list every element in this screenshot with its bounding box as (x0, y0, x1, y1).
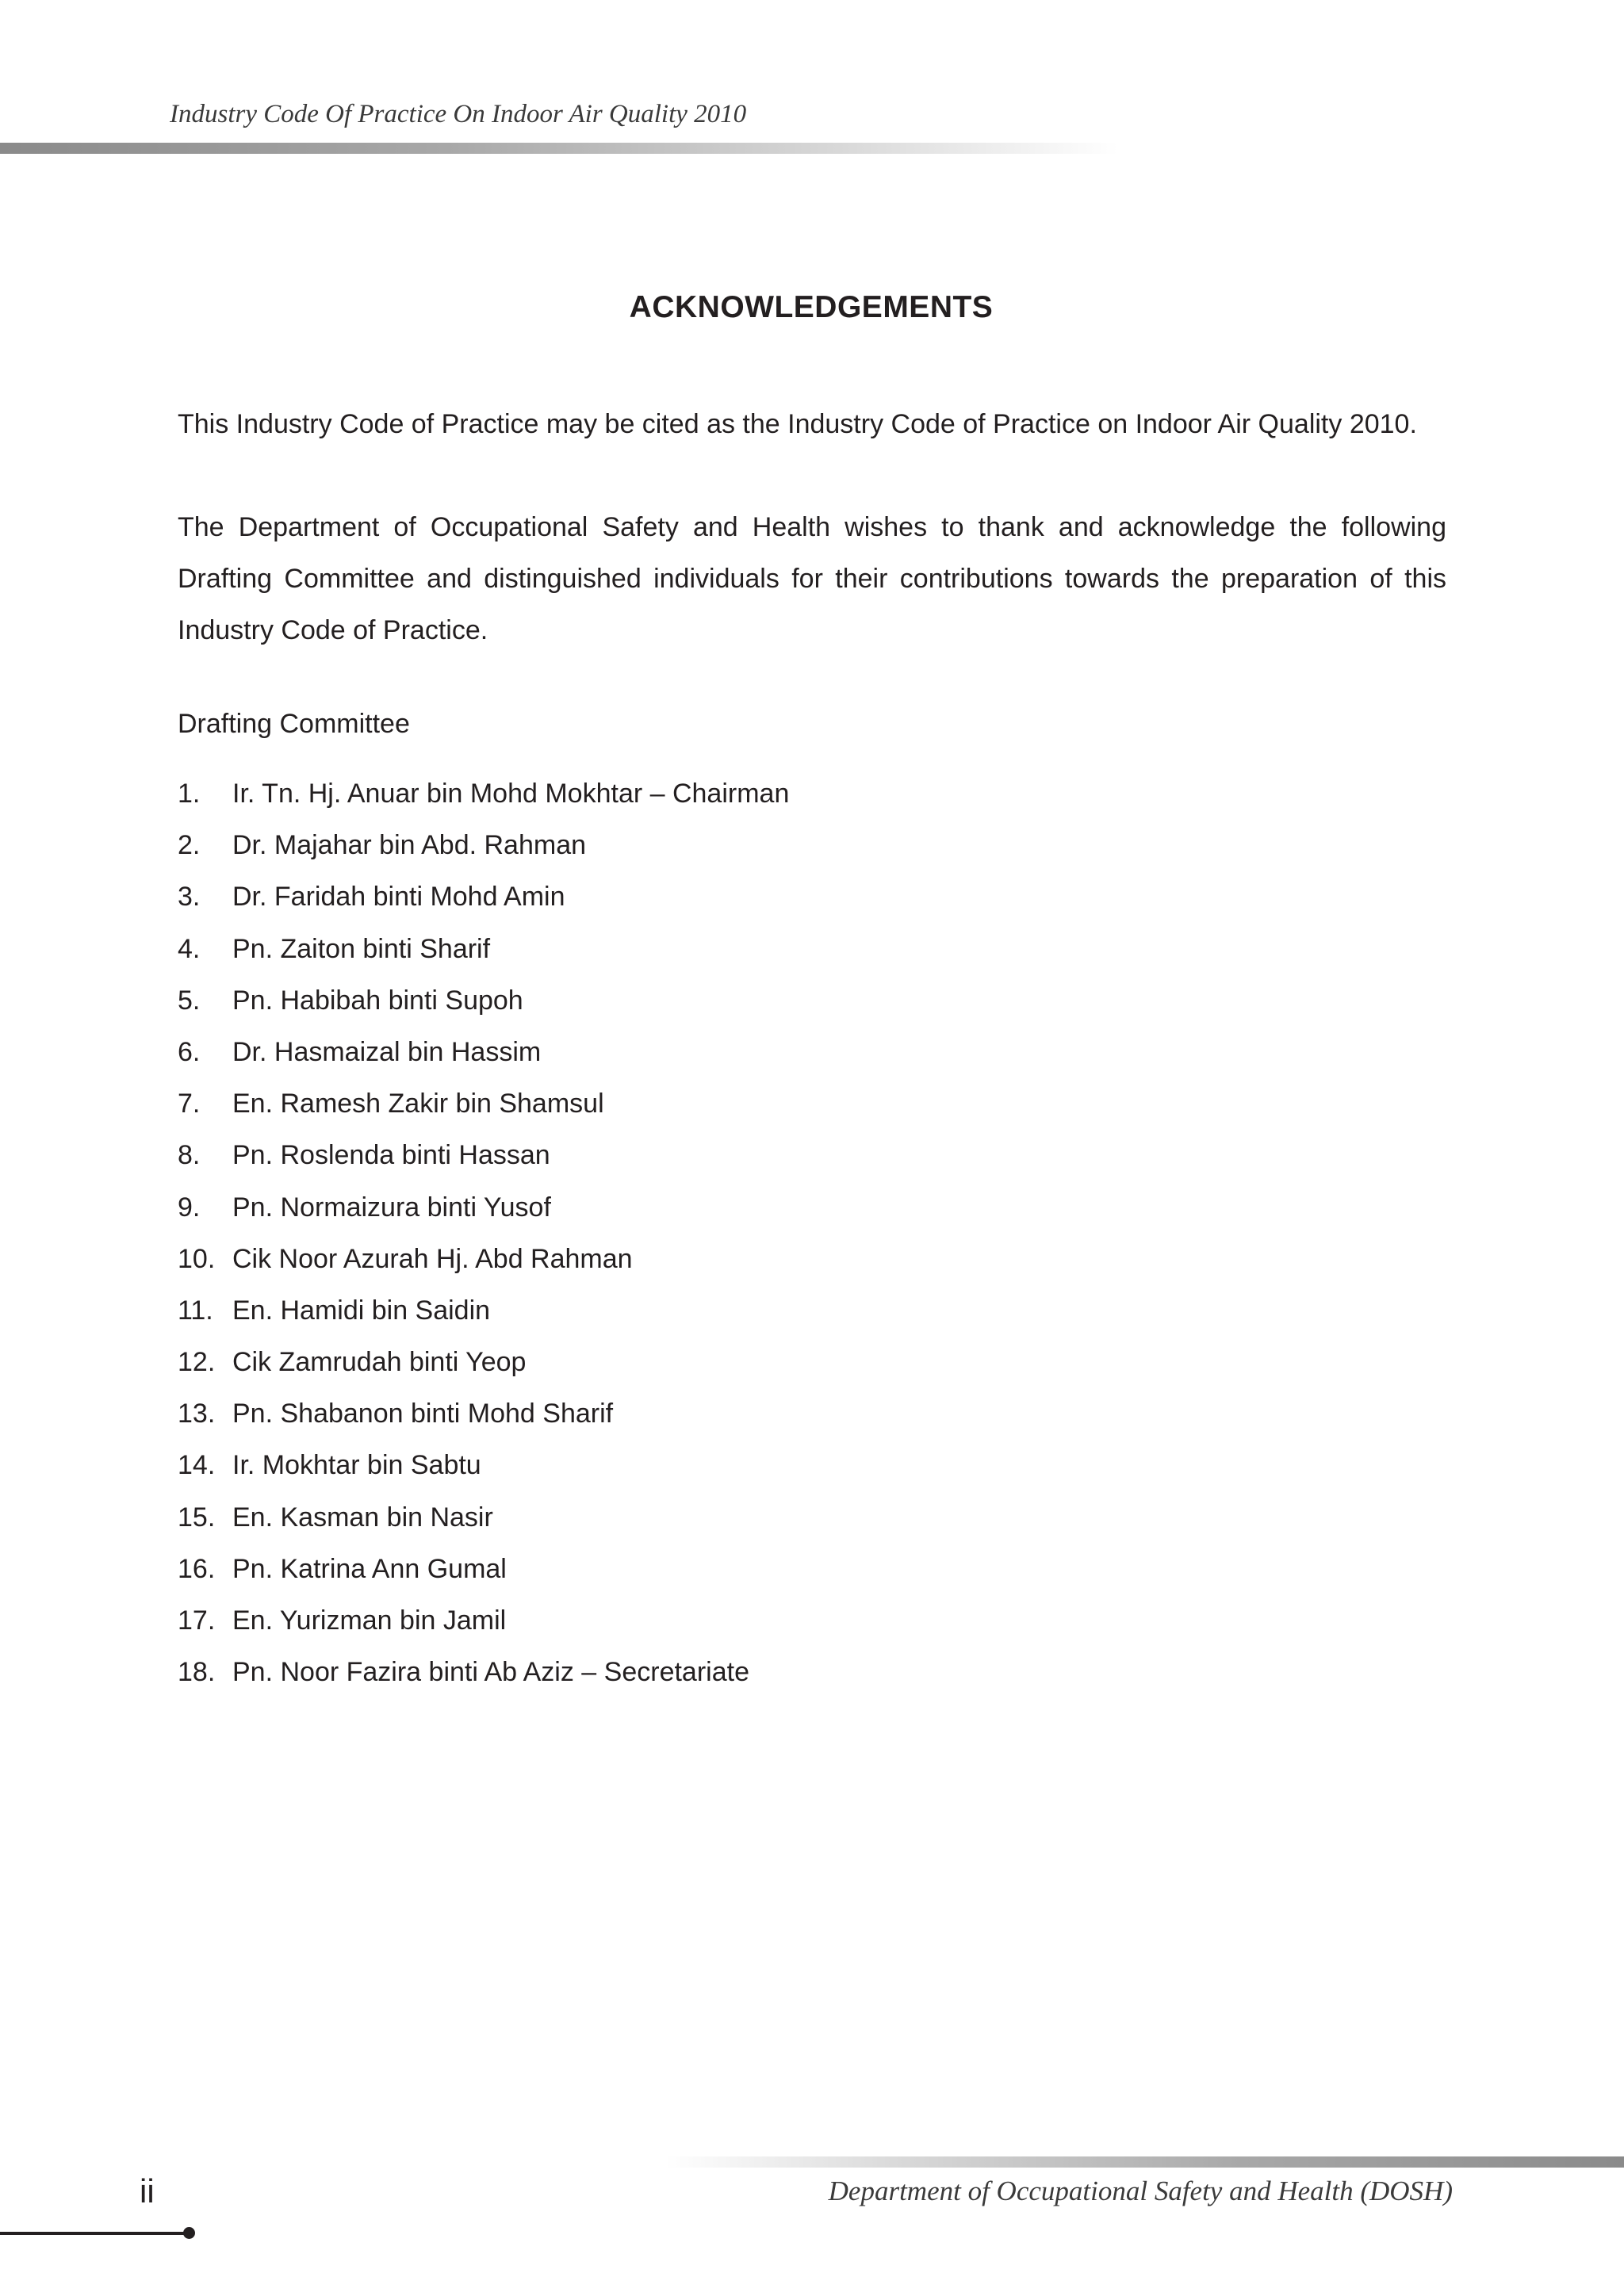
corner-line (0, 2232, 189, 2235)
member-name: Pn. Normaizura binti Yusof (232, 1192, 551, 1223)
member-number: 14. (178, 1450, 216, 1481)
committee-member (178, 924, 1446, 975)
page-title: ACKNOWLEDGEMENTS (629, 290, 994, 325)
member-number: 9. (178, 1192, 201, 1223)
member-number: 2. (178, 830, 201, 861)
member-number: 17. (178, 1605, 216, 1636)
member-number: 16. (178, 1553, 216, 1584)
member-name: Ir. Tn. Hj. Anuar bin Mohd Mokhtar – Chairman (232, 779, 790, 809)
footer-rule (666, 2156, 1624, 2168)
committee-heading: Drafting Committee (178, 709, 410, 739)
member-name: Ir. Mokhtar bin Sabtu (232, 1450, 481, 1481)
member-name: En. Ramesh Zakir bin Shamsul (232, 1089, 604, 1119)
member-name: Pn. Katrina Ann Gumal (232, 1553, 507, 1584)
member-number: 11. (178, 1295, 213, 1326)
member-name: Pn. Habibah binti Supoh (232, 985, 523, 1016)
member-number: 7. (178, 1089, 201, 1119)
header-rule (0, 143, 1118, 154)
member-name: En. Kasman bin Nasir (232, 1502, 493, 1533)
committee-member (178, 1182, 1446, 1234)
acknowledgement-paragraph: The Department of Occupational Safety and Health wishes to thank and acknowledge the following Drafting Committee and distinguished individuals for their contributions towards the preparation of this Industry Code of Practice. (178, 512, 1446, 645)
page-number: ii (140, 2172, 155, 2210)
committee-member (178, 1595, 1446, 1647)
committee-member (178, 1492, 1446, 1544)
member-name: En. Hamidi bin Saidin (232, 1295, 491, 1326)
citation-paragraph: This Industry Code of Practice may be cited as the Industry Code of Practice on Indoor Air Quality 2010. (178, 409, 1417, 439)
member-number: 8. (178, 1140, 201, 1171)
member-name: Cik Noor Azurah Hj. Abd Rahman (232, 1243, 633, 1274)
member-name: Pn. Zaiton binti Sharif (232, 933, 491, 964)
committee-member (178, 975, 1446, 1027)
member-name: Dr. Faridah binti Mohd Amin (232, 882, 565, 913)
member-number: 6. (178, 1036, 201, 1067)
committee-member (178, 1234, 1446, 1285)
committee-member (178, 1647, 1446, 1698)
member-name: Pn. Shabanon binti Mohd Sharif (232, 1399, 614, 1429)
committee-member (178, 768, 1446, 820)
committee-member (178, 1285, 1446, 1337)
member-number: 10. (178, 1243, 216, 1274)
member-number: 13. (178, 1399, 216, 1429)
member-number: 15. (178, 1502, 216, 1533)
member-number: 5. (178, 985, 201, 1016)
committee-member (178, 820, 1446, 871)
footer-organization: Department of Occupational Safety and Health (DOSH) (828, 2175, 1453, 2206)
member-name: Pn. Roslenda binti Hassan (232, 1140, 550, 1171)
committee-member (178, 1544, 1446, 1595)
member-name: Dr. Hasmaizal bin Hassim (232, 1036, 542, 1067)
corner-dot (183, 2227, 195, 2239)
committee-member (178, 1130, 1446, 1181)
member-name: Cik Zamrudah binti Yeop (232, 1347, 527, 1378)
committee-member (178, 1337, 1446, 1388)
committee-member (178, 871, 1446, 923)
member-name: Pn. Noor Fazira binti Ab Aziz – Secretariate (232, 1657, 749, 1688)
committee-member (178, 1388, 1446, 1440)
committee-member (178, 1078, 1446, 1130)
committee-member (178, 1027, 1446, 1078)
member-name: Dr. Majahar bin Abd. Rahman (232, 830, 587, 861)
member-name: En. Yurizman bin Jamil (232, 1605, 507, 1636)
member-number: 12. (178, 1347, 216, 1378)
member-number: 1. (178, 779, 201, 809)
committee-member (178, 1440, 1446, 1491)
member-number: 4. (178, 933, 201, 964)
committee-list (178, 768, 1446, 1698)
member-number: 3. (178, 882, 201, 913)
member-number: 18. (178, 1657, 216, 1688)
running-header: Industry Code Of Practice On Indoor Air Quality 2010 (170, 100, 747, 128)
